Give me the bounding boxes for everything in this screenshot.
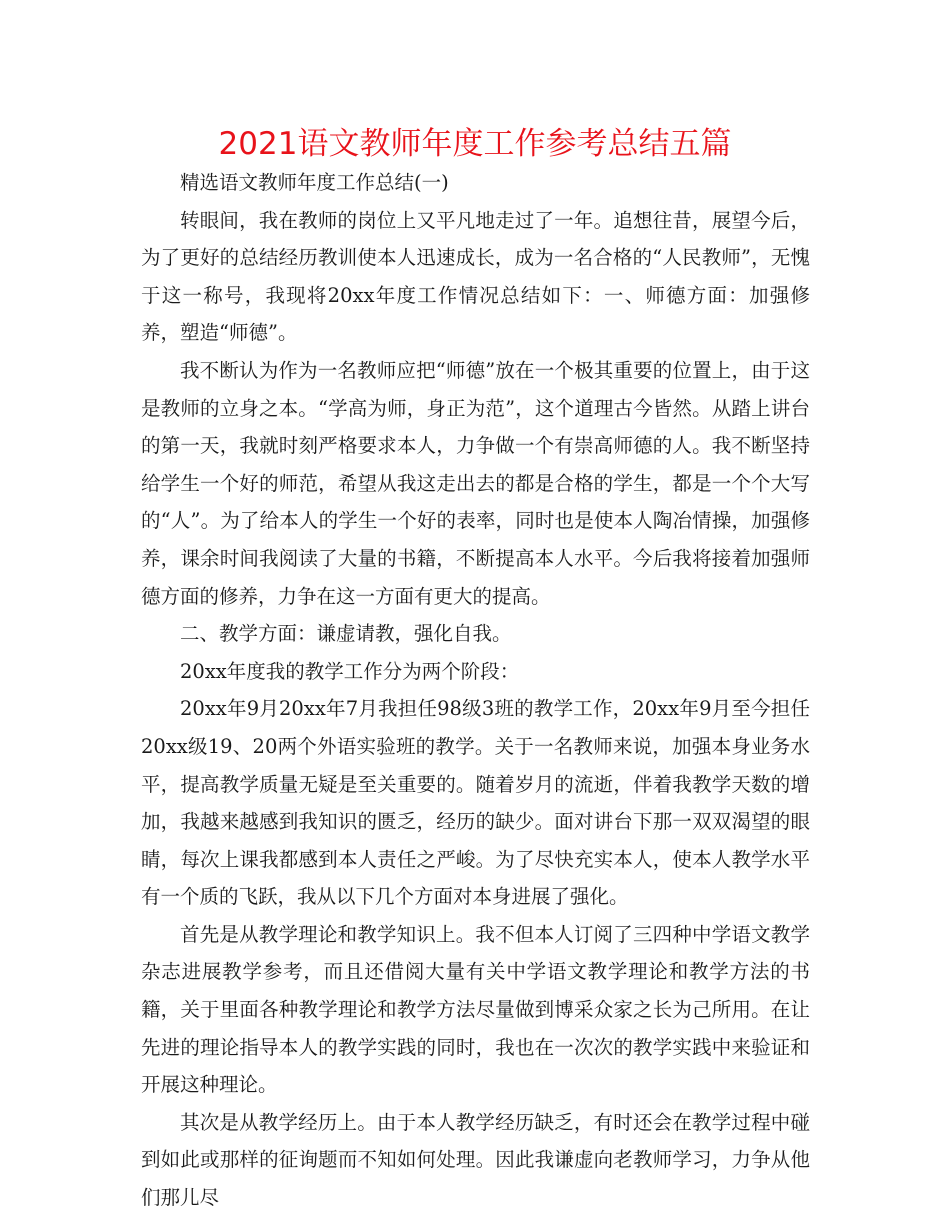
paragraph-teaching-heading: 二、教学方面：谦虚请教，强化自我。 xyxy=(180,622,512,646)
paragraph-experience: 其次是从教学经历上。由于本人教学经历缺乏，有时还会在教学过程中碰到如此或那样的征询题而不知如何处理。因此我谦虚向老教师学习，力争从他们那儿尽 xyxy=(141,1110,810,1210)
paragraph-intro: 转眼间，我在教师的岗位上又平凡地走过了一年。追想往昔，展望今后，为了更好的总结经历教训使本人迅速成长，成为一名合格的“人民教师”，无愧于这一称号，我现将20xx年度工作情况总结如下：一、师德方面：加强修养，塑造“师德”。 xyxy=(141,208,810,345)
paragraph-stages: 20xx年度我的教学工作分为两个阶段： xyxy=(180,659,520,683)
paragraph-ethics: 我不断认为作为一名教师应把“师德”放在一个极其重要的位置上，由于这是教师的立身之本。“学高为师，身正为范”，这个道理古今皆然。从踏上讲台的第一天，我就时刻严格要求本人，力争做一个有崇高师德的人。我不断坚持给学生一个好的师范，希望从我这走出去的都是合格的学生，都是一个个大写的“人”。为了给本人的学生一个好的表率，同时也是使本人陶冶情操，加强修养，课余时间我阅读了大量的书籍，不断提高本人水平。今后我将接着加强师德方面的修养，力争在这一方面有更大的提高。 xyxy=(141,358,810,608)
document-body xyxy=(141,164,810,1217)
paragraph-subtitle: 精选语文教师年度工作总结(一) xyxy=(180,171,449,194)
paragraph-stage-detail: 20xx年9月20xx年7月我担任98级3班的教学工作，20xx年9月至今担任20xx级19、20两个外语实验班的教学。关于一名教师来说，加强本身业务水平，提高教学质量无疑是至关重要的。随着岁月的流逝，伴着我教学天数的增加，我越来越感到我知识的匮乏，经历的缺少。面对讲台下那一双双渴望的眼睛，每次上课我都感到本人责任之严峻。为了尽快充实本人，使本人教学水平有一个质的飞跃，我从以下几个方面对本身进展了强化。 xyxy=(141,697,810,909)
document-title: 2021语文教师年度工作参考总结五篇 xyxy=(218,126,732,162)
paragraph-theory: 首先是从教学理论和教学知识上。我不但本人订阅了三四种中学语文教学杂志进展教学参考，而且还借阅大量有关中学语文教学理论和教学方法的书籍，关于里面各种教学理论和教学方法尽量做到博采众家之长为己所用。在让先进的理论指导本人的教学实践的同时，我也在一次次的教学实践中来验证和开展这种理论。 xyxy=(141,922,810,1097)
